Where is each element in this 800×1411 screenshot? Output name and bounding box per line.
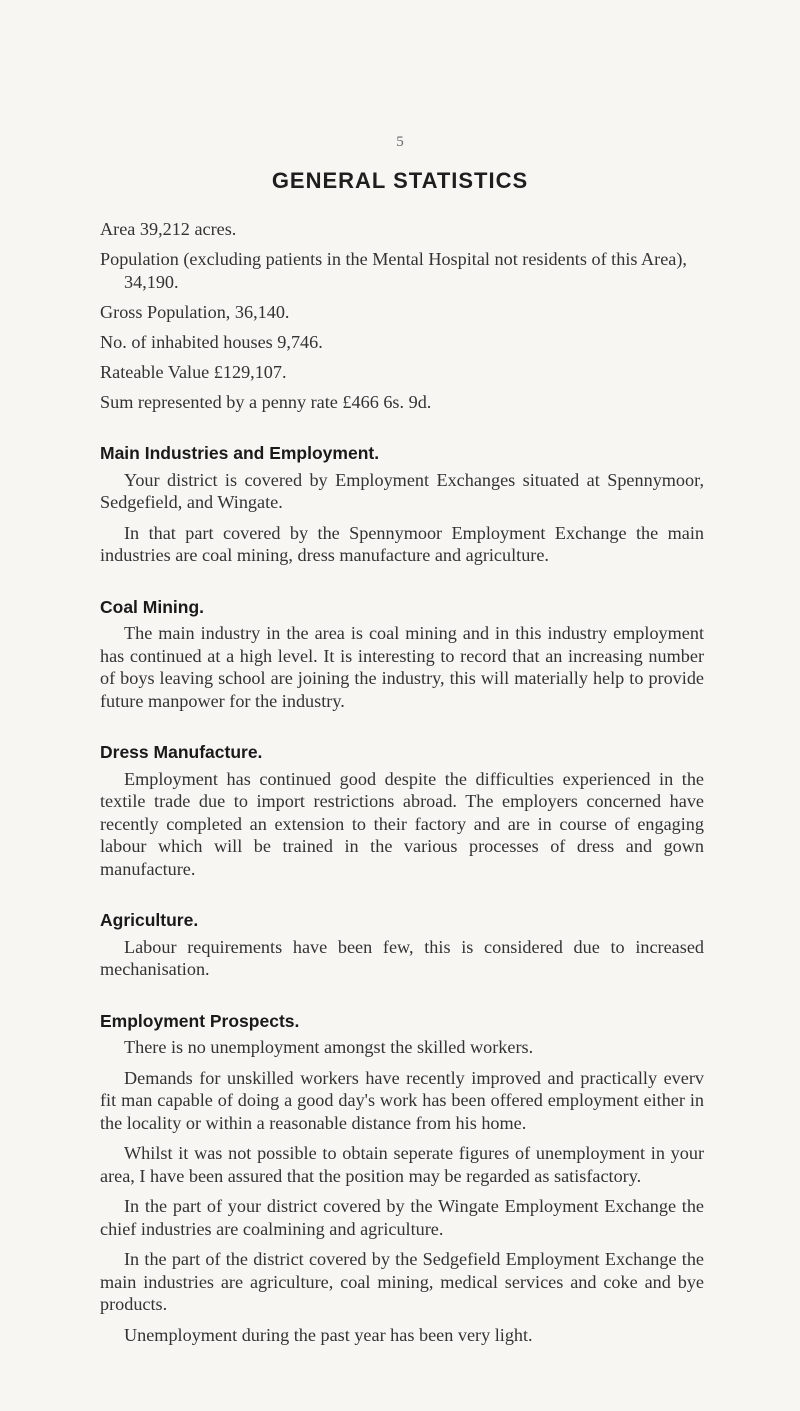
page-number: 5 (396, 134, 404, 150)
paragraph: Unemployment during the past year has been very light. (124, 1324, 533, 1345)
paragraph: In the part of the district covered by the Sedgefield Employment Exchange the main industries are agriculture, coal mining, medical services and coke and bye products. (100, 1249, 704, 1314)
stat-inhabited-houses: No. of inhabited houses 9,746. (100, 331, 323, 352)
statistics-list (100, 218, 704, 413)
section-coal-mining (100, 596, 704, 713)
paragraph: There is no unemployment amongst the skilled workers. (124, 1037, 534, 1057)
stat-area: Area 39,212 acres. (100, 219, 237, 239)
section-main-industries (100, 442, 704, 567)
section-employment-prospects (100, 1010, 704, 1347)
section-heading: Employment Prospects. (100, 1010, 300, 1031)
paragraph: Labour requirements have been few, this is considered due to increased mechanisation. (100, 936, 704, 979)
paragraph: Whilst it was not possible to obtain seperate figures of unemployment in your area, I have been assured that the position may be regarded as satisfactory. (100, 1143, 704, 1186)
section-dress-manufacture (100, 741, 704, 880)
section-heading: Coal Mining. (100, 596, 205, 617)
stat-penny-rate: Sum represented by a penny rate £466 6s. 9d. (100, 391, 432, 412)
paragraph: In that part covered by the Spennymoor Employment Exchange the main industries are coal mining, dress manufacture and agriculture. (100, 522, 704, 565)
stat-population: Population (excluding patients in the Mental Hospital not residents of this Area), 34,190. (100, 249, 687, 292)
stat-gross-population: Gross Population, 36,140. (100, 301, 290, 322)
section-heading: Dress Manufacture. (100, 742, 263, 762)
paragraph: Your district is covered by Employment Exchanges situated at Spennymoor, Sedgefield, and Wingate. (100, 469, 704, 512)
paragraph: The main industry in the area is coal mining and in this industry employment has continued at a high level. It is interesting to record that an increasing number of boys leaving school are joining the industry, this will materially help to provide future manpower for the industry. (100, 623, 704, 711)
section-heading: Agriculture. (100, 910, 199, 930)
page-title: GENERAL STATISTICS (271, 168, 529, 193)
section-heading: Main Industries and Employment. (100, 443, 380, 463)
stat-rateable-value: Rateable Value £129,107. (100, 361, 287, 382)
paragraph: Employment has continued good despite the difficulties experienced in the textile trade due to import restrictions abroad. The employers concerned have recently completed an extension to their factory and are in course of engaging labour which will be trained in the various processes of dress and gown manufacture. (100, 768, 704, 879)
section-agriculture (100, 909, 704, 981)
paragraph: Demands for unskilled workers have recently improved and practically everv fit man capable of doing a good day's work has been offered employment either in the locality or within a reasonable distance from his home. (100, 1067, 704, 1133)
document-body (100, 218, 704, 1354)
paragraph: In the part of your district covered by the Wingate Employment Exchange the chief industries are coalmining and agriculture. (100, 1196, 704, 1239)
